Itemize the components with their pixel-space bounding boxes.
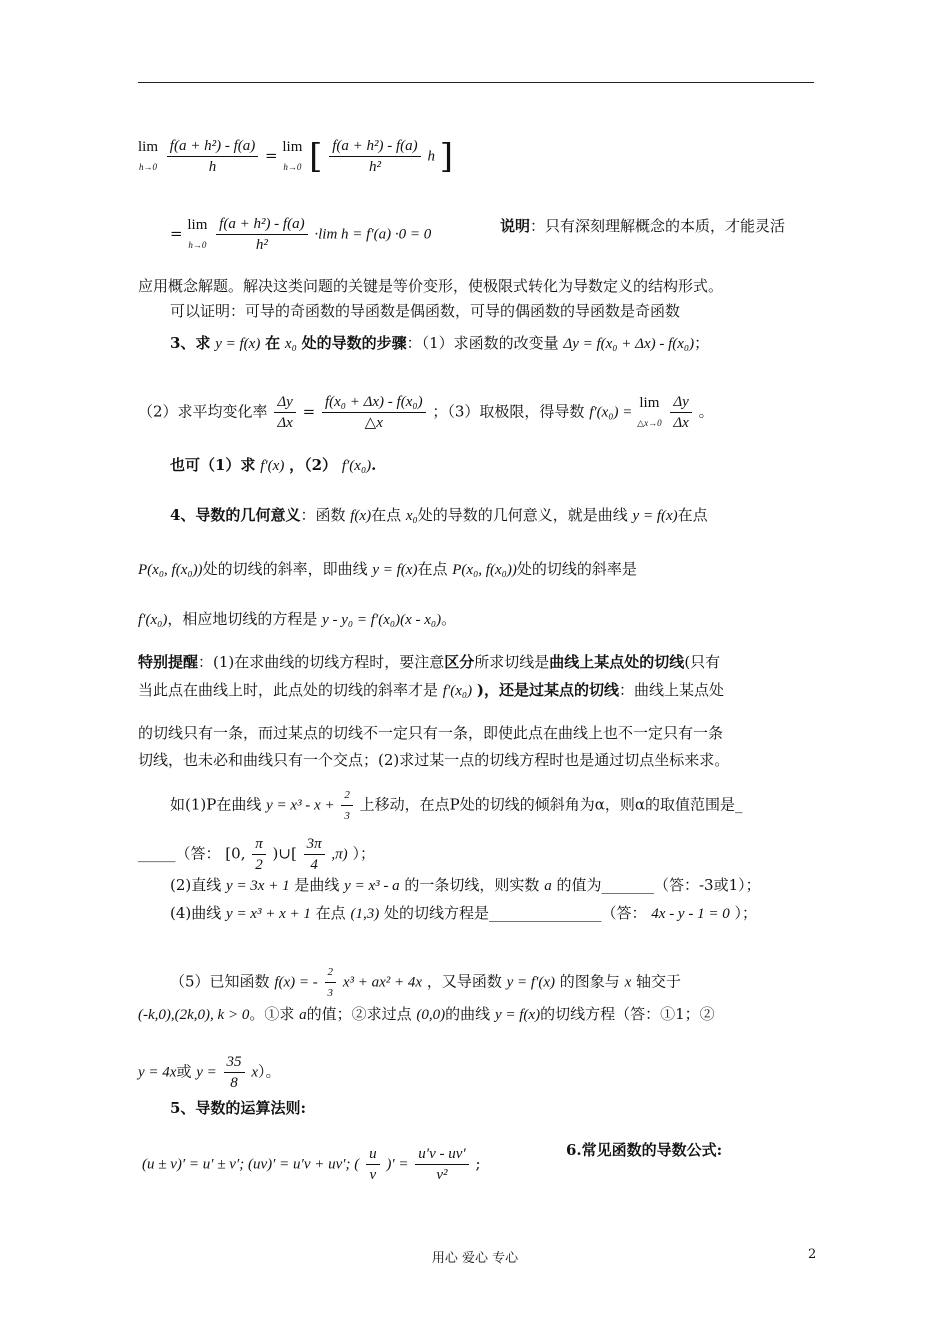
limit-operator: lim h→0 — [187, 216, 208, 250]
fraction: $\frac{3\pi}{4}$ — [304, 834, 325, 875]
example-5-line-2: (-k,0),(2k,0), k > 0。①求 a的值；②求过点 (0,0)的曲线 y = f(x)的切线方程（答：①1；② — [138, 1005, 715, 1023]
fraction: $\frac{2}{3}$ — [325, 962, 337, 1003]
page-footer: 用心 爱心 专心 — [431, 1251, 519, 1266]
section-5-heading: 5、导数的运算法则: — [170, 1099, 306, 1117]
note-line: 说明：只有深刻理解概念的本质，才能灵活 — [500, 217, 786, 235]
fraction: $\frac{\text{f(a + h²) - f(a)}}{\text{h²}}$ — [329, 136, 420, 177]
example-5-line-1: （5）已知函数 f(x) = - $\frac{2}{3}$ x³ + ax² + 4x ，又导函数 y = f′(x) 的图象与 x 轴交于 — [170, 962, 681, 1003]
section-4-line-1: 4、导数的几何意义：函数 f(x)在点 x₀处的导数的几何意义，就是曲线 y = f(x)在点 — [170, 506, 708, 524]
tip-line-3: 的切线只有一条，而过某点的切线不一定只有一条，即使此点在曲线上也不一定只有一条 — [138, 724, 724, 742]
derivative-rules: (u ± v)′ = u′ ± v′; (uv)′ = u′v + uv′; ( $\frac{u}{v}$ )′ = $\frac{u'v - uv'}{\text{v²}}$ ; — [142, 1146, 481, 1183]
section-4-line-2: P(x₀, f(x₀))处的切线的斜率，即曲线 y = f(x)在点 P(x₀, f(x₀))处的切线的斜率是 — [138, 560, 637, 578]
section-3-steps: （2）求平均变化率 $\frac{\Delta y}{\Delta x}$ = $\frac{\text{f(x₀ + Δx) - f(x₀)}}{\triangle x}$ ；（3）取极限，得导数 f′(x₀) = lim △x→0 $\frac{\Delta y}{\Delta x}$ 。 — [138, 394, 714, 431]
equation-line-2: = lim h→0 $\frac{\text{f(a + h²) - f(a)}}{\text{h²}}$ ·lim h = f′(a) ·0 = 0 — [170, 216, 432, 253]
example-2-line: (2)直线 y = 3x + 1 是曲线 y = x³ - a 的一条切线，则实数 a 的值为_______（答：-3或1）； — [170, 876, 761, 894]
section-6-heading: 6.常见函数的导数公式: — [566, 1141, 723, 1159]
tip-line-2: 当此点在曲线上时，此点处的切线的斜率才是 f′(x₀) )，还是过某点的切线：曲线上某点处 — [138, 681, 725, 699]
section-3-heading: 3、求 y = f(x) 在 x₀ 处的导数的步骤：（1）求函数的改变量 Δy = f(x₀ + Δx) - f(x₀)； — [170, 334, 710, 352]
fraction: $\frac{\pi}{2}$ — [252, 834, 266, 875]
example-5-line-3: y = 4x或 y = $\frac{35}{8}$ x）。 — [138, 1054, 281, 1091]
fraction: $\frac{\Delta y}{\Delta x}$ — [274, 392, 295, 433]
example-1-line-1: 如(1)P在曲线 y = x³ - x + $\frac{2}{3}$ 上移动，在点P处的切线的倾斜角为α，则α的取值范围是_ — [170, 785, 743, 826]
fraction: $\frac{2}{3}$ — [341, 785, 353, 826]
section-4-line-3: f′(x₀)，相应地切线的方程是 y - y₀ = f′(x₀)(x - x₀)。 — [138, 610, 457, 628]
fraction: $\frac{\text{f(a + h²) - f(a)}}{h}$ — [167, 136, 258, 177]
paragraph-apply: 应用概念解题。解决这类问题的关键是等价变形，使极限式转化为导数定义的结构形式。 — [138, 277, 724, 295]
fraction: $\frac{u}{v}$ — [366, 1144, 380, 1185]
fraction: $\frac{u'v - uv'}{\text{v²}}$ — [415, 1144, 468, 1185]
tip-line-4: 切线，也未必和曲线只有一个交点；(2)求过某一点的切线方程时也是通过切点坐标来求。 — [138, 751, 730, 769]
fraction: $\frac{35}{8}$ — [224, 1052, 245, 1093]
header-rule — [138, 82, 814, 83]
fraction: $\frac{\Delta y}{\Delta x}$ — [670, 392, 691, 433]
example-1-line-2: _____（答： [0, $\frac{\pi}{2}$ )∪[ $\frac{3\pi}{4}$ ,π) ）； — [138, 836, 375, 873]
example-4-line: (4)曲线 y = x³ + x + 1 在点 (1,3) 处的切线方程是_______________（答： 4x - y - 1 = 0 ）； — [170, 904, 758, 922]
fraction: $\frac{\text{f(x₀ + Δx) - f(x₀)}}{\triangle x}$ — [322, 392, 426, 433]
equation-line-1: lim h→0 $\frac{\text{f(a + h²) - f(a)}}{h}$ = lim h→0 [ $\frac{\text{f(a + h²) - f(a)}}{\text{h²}}$ h ] — [138, 136, 453, 177]
tip-line-1: 特别提醒：(1)在求曲线的切线方程时，要注意区分所求切线是曲线上某点处的切线(只有 — [138, 653, 721, 671]
paragraph-prove: 可以证明：可导的奇函数的导函数是偶函数，可导的偶函数的导函数是奇函数 — [170, 302, 681, 320]
limit-operator: lim △x→0 — [637, 394, 662, 428]
fraction: $\frac{\text{f(a + h²) - f(a)}}{\text{h²}}$ — [216, 214, 307, 255]
alt-steps: 也可（1）求 f′(x) ，（2） f′(x₀). — [170, 456, 377, 474]
page-number: 2 — [808, 1247, 817, 1262]
limit-operator: lim h→0 — [282, 138, 303, 172]
limit-operator: lim h→0 — [138, 138, 159, 172]
